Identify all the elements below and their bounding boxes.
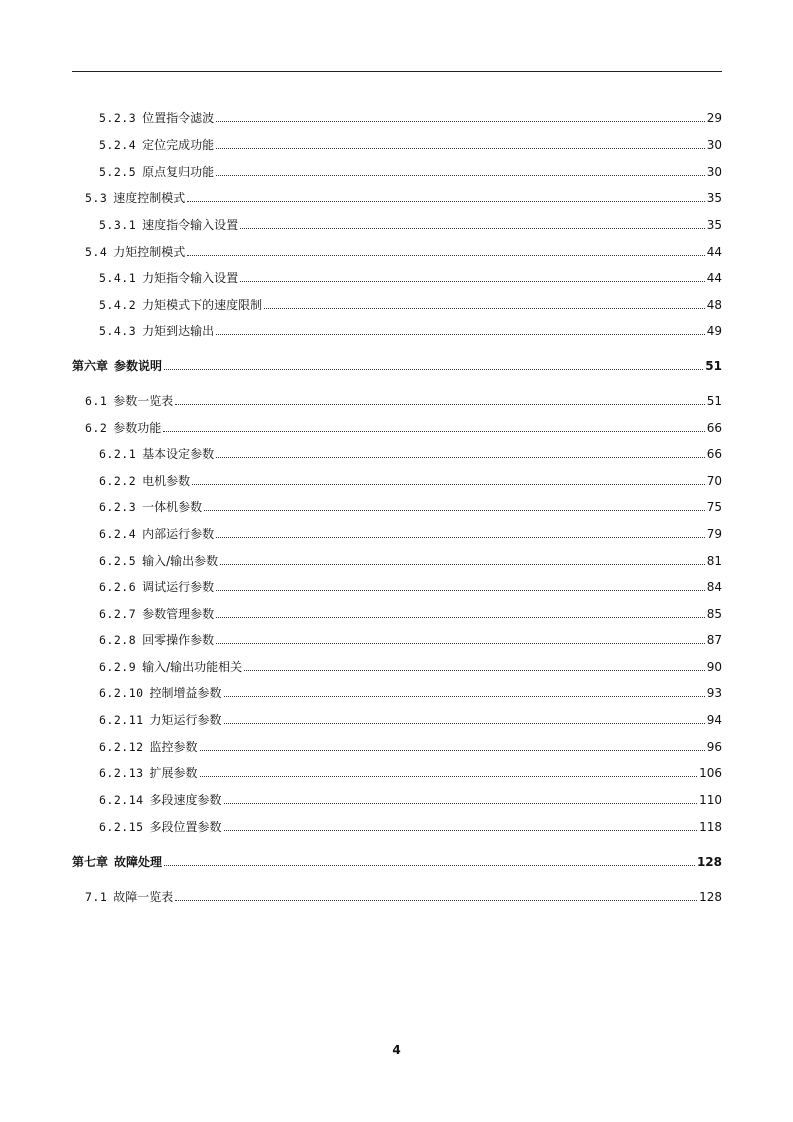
toc-entry-page: 79: [706, 527, 722, 541]
toc-dot-leader: [264, 308, 705, 309]
toc-dot-leader: [164, 865, 695, 866]
toc-entry-page: 29: [706, 111, 722, 125]
toc-entry-title: 输入/输出参数: [142, 554, 219, 568]
toc-entry-number: 6.1: [85, 394, 108, 408]
toc-entry-title: 回零操作参数: [142, 633, 215, 647]
toc-dot-leader: [175, 404, 704, 405]
page-number: 4: [392, 1043, 401, 1057]
toc-entry-title: 力矩指令输入设置: [142, 271, 239, 285]
toc-entry-number: 第六章: [72, 359, 109, 373]
toc-entry[interactable]: [85, 183, 722, 205]
toc-dot-leader: [216, 334, 705, 335]
toc-entry-number: 5.2.4: [99, 138, 137, 152]
toc-entry-number: 5.4.2: [99, 298, 137, 312]
toc-entry-title: 力矩模式下的速度限制: [142, 298, 263, 312]
toc-entry-title: 多段位置参数: [149, 820, 222, 834]
toc-entry-page: 51: [705, 359, 722, 373]
toc-entry-title: 控制增益参数: [149, 686, 222, 700]
toc-entry-number: 6.2.6: [99, 580, 137, 594]
toc-entry-page: 51: [706, 394, 722, 408]
toc-entry-page: 30: [706, 138, 722, 152]
toc-entry-page: 44: [706, 245, 722, 259]
toc-entry-title: 参数功能: [113, 421, 162, 435]
toc-entry-page: 128: [696, 855, 722, 869]
toc-entry-page: 110: [699, 793, 722, 807]
toc-entry[interactable]: [72, 847, 722, 869]
toc-dot-leader: [192, 484, 705, 485]
toc-entry-title: 力矩到达输出: [142, 324, 215, 338]
toc-entry[interactable]: [99, 316, 722, 338]
toc-entry-page: 75: [706, 500, 722, 514]
toc-entry-page: 35: [706, 191, 722, 205]
toc-entry-number: 5.3: [85, 191, 108, 205]
toc-dot-leader: [240, 281, 705, 282]
toc-dot-leader: [216, 148, 705, 149]
toc-entry[interactable]: [99, 210, 722, 232]
toc-entry-title: 多段速度参数: [149, 793, 222, 807]
toc-entry-number: 6.2.10: [99, 686, 144, 700]
toc-entry-title: 速度指令输入设置: [142, 218, 239, 232]
toc-entry-title: 一体机参数: [142, 500, 203, 514]
toc-entry[interactable]: [99, 599, 722, 621]
toc-dot-leader: [216, 590, 705, 591]
toc-entry-number: 6.2.12: [99, 740, 144, 754]
toc-entry-title: 故障一览表: [113, 890, 174, 904]
toc-entry[interactable]: [99, 103, 722, 125]
toc-entry[interactable]: [99, 157, 722, 179]
toc-entry[interactable]: [85, 237, 722, 259]
toc-entry-number: 6.2.7: [99, 607, 137, 621]
toc-entry[interactable]: [99, 678, 722, 700]
toc-entry-title: 速度控制模式: [113, 191, 186, 205]
toc-dot-leader: [216, 121, 705, 122]
toc-entry-page: 66: [706, 447, 722, 461]
toc-entry-page: 106: [699, 766, 722, 780]
toc-entry[interactable]: [99, 625, 722, 647]
toc-dot-leader: [216, 175, 705, 176]
toc-entry-page: 81: [706, 554, 722, 568]
toc-entry[interactable]: [85, 386, 722, 408]
toc-entry-number: 5.2.3: [99, 111, 137, 125]
toc-dot-leader: [200, 750, 705, 751]
toc-entry-page: 128: [699, 890, 722, 904]
toc-entry-number: 6.2.14: [99, 793, 144, 807]
toc-entry-number: 6.2.3: [99, 500, 137, 514]
toc-entry[interactable]: [99, 439, 722, 461]
toc-entry-title: 基本设定参数: [142, 447, 215, 461]
toc-entry[interactable]: [99, 546, 722, 568]
toc-entry-number: 6.2.5: [99, 554, 137, 568]
toc-dot-leader: [244, 670, 705, 671]
toc-entry-title: 内部运行参数: [142, 527, 215, 541]
toc-entry[interactable]: [99, 572, 722, 594]
toc-entry[interactable]: [99, 519, 722, 541]
toc-dot-leader: [163, 431, 704, 432]
toc-entry[interactable]: [99, 812, 722, 834]
toc-dot-leader: [224, 830, 698, 831]
toc-entry-page: 96: [706, 740, 722, 754]
toc-entry-title: 力矩运行参数: [149, 713, 222, 727]
toc-dot-leader: [175, 900, 697, 901]
toc-entry-page: 66: [706, 421, 722, 435]
toc-entry[interactable]: [99, 263, 722, 285]
toc-entry-page: 70: [706, 474, 722, 488]
toc-entry-page: 90: [706, 660, 722, 674]
toc-entry-number: 6.2.9: [99, 660, 137, 674]
toc-entry[interactable]: [99, 705, 722, 727]
toc-entry-number: 5.3.1: [99, 218, 137, 232]
toc-entry[interactable]: [99, 466, 722, 488]
toc-entry-page: 93: [706, 686, 722, 700]
toc-entry-page: 94: [706, 713, 722, 727]
toc-entry[interactable]: [99, 758, 722, 780]
toc-dot-leader: [187, 255, 704, 256]
toc-entry-number: 6.2.1: [99, 447, 137, 461]
toc-entry[interactable]: [99, 652, 722, 674]
toc-entry-number: 5.2.5: [99, 165, 137, 179]
toc-entry-title: 力矩控制模式: [113, 245, 186, 259]
toc-entry[interactable]: [85, 882, 722, 904]
toc-dot-leader: [216, 457, 705, 458]
toc-entry-page: 118: [699, 820, 722, 834]
toc-dot-leader: [224, 723, 705, 724]
toc-dot-leader: [187, 201, 704, 202]
toc-entry-number: 6.2.4: [99, 527, 137, 541]
toc-entry[interactable]: [72, 351, 722, 373]
toc-entry-number: 第七章: [72, 855, 109, 869]
toc-entry[interactable]: [99, 130, 722, 152]
toc-entry-page: 85: [706, 607, 722, 621]
toc-entry[interactable]: [99, 785, 722, 807]
toc-entry-title: 调试运行参数: [142, 580, 215, 594]
toc-entry-title: 参数一览表: [113, 394, 174, 408]
toc-entry-number: 6.2.13: [99, 766, 144, 780]
toc-entry-number: 6.2: [85, 421, 108, 435]
toc-entry-number: 7.1: [85, 890, 108, 904]
toc-dot-leader: [164, 369, 703, 370]
toc-entry-page: 84: [706, 580, 722, 594]
toc-entry-number: 6.2.2: [99, 474, 137, 488]
toc-entry-title: 定位完成功能: [142, 138, 215, 152]
toc-entry-title: 电机参数: [142, 474, 191, 488]
toc-entry-title: 监控参数: [149, 740, 198, 754]
toc-entry-page: 35: [706, 218, 722, 232]
toc-entry-title: 扩展参数: [149, 766, 198, 780]
toc-dot-leader: [216, 537, 705, 538]
toc-entry[interactable]: [99, 492, 722, 514]
toc-entry-number: 6.2.8: [99, 633, 137, 647]
toc-dot-leader: [200, 776, 698, 777]
toc-dot-leader: [240, 228, 705, 229]
toc-entry-page: 44: [706, 271, 722, 285]
toc-entry[interactable]: [99, 732, 722, 754]
toc-entry-number: 5.4.3: [99, 324, 137, 338]
toc-dot-leader: [220, 564, 705, 565]
toc-entry-page: 48: [706, 298, 722, 312]
toc-entry-title: 故障处理: [114, 855, 163, 869]
toc-entry-page: 87: [706, 633, 722, 647]
toc-entry-number: 6.2.15: [99, 820, 144, 834]
toc-dot-leader: [204, 510, 705, 511]
toc-dot-leader: [224, 803, 698, 804]
toc-entry-page: 30: [706, 165, 722, 179]
toc-entry-title: 位置指令滤波: [142, 111, 215, 125]
toc-entry[interactable]: [85, 413, 722, 435]
toc-entry-number: 5.4.1: [99, 271, 137, 285]
header-rule: [72, 71, 722, 72]
toc-dot-leader: [216, 617, 705, 618]
toc-entry-title: 参数说明: [114, 359, 163, 373]
toc-entry[interactable]: [99, 290, 722, 312]
toc-entry-number: 5.4: [85, 245, 108, 259]
toc-entry-title: 参数管理参数: [142, 607, 215, 621]
toc-dot-leader: [224, 696, 705, 697]
toc-entry-number: 6.2.11: [99, 713, 144, 727]
toc-dot-leader: [216, 643, 705, 644]
toc-entry-page: 49: [706, 324, 722, 338]
toc-entry-title: 原点复归功能: [142, 165, 215, 179]
toc-entry-title: 输入/输出功能相关: [142, 660, 243, 674]
